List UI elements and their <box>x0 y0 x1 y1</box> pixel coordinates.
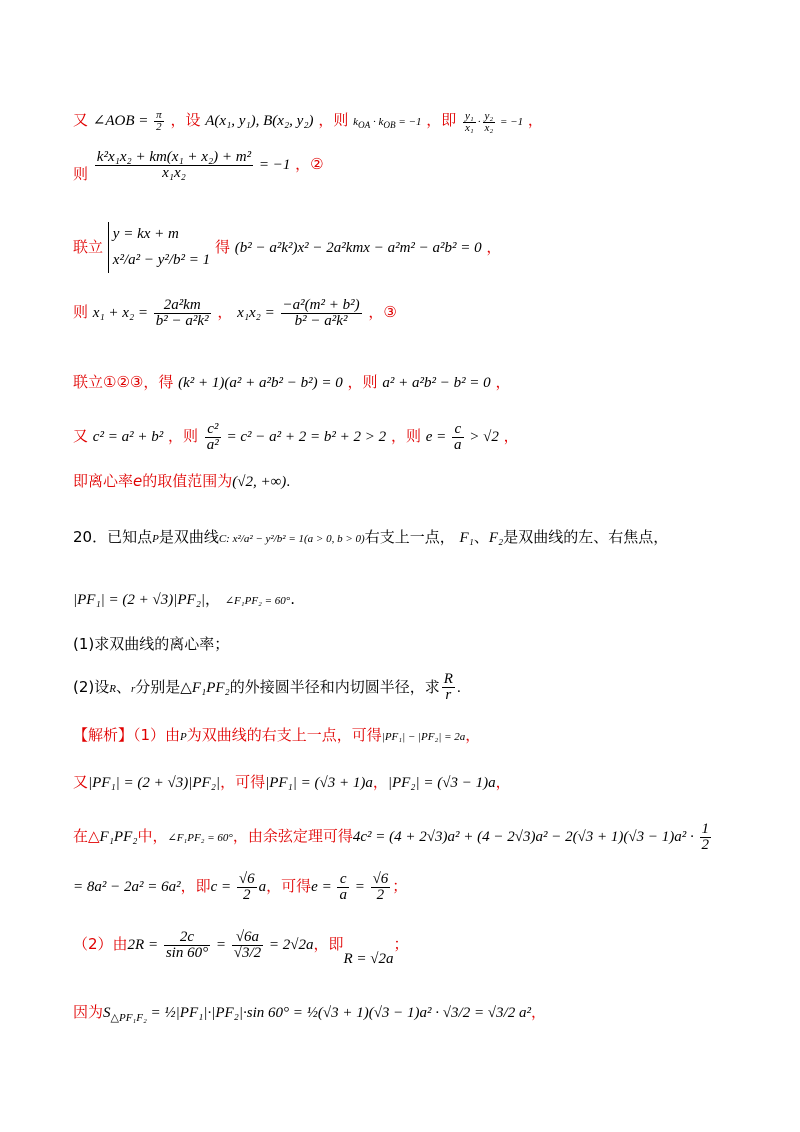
equation-2: $\frac{\text{k²x₁x₂ + km(x₁ + x₂) + m²}}{\text{x₁x₂}}$ = −1 <box>96 149 291 181</box>
solution-part-2-line-1: （2）由2R = $\frac{2c}{\sin 60^\circ}$ = $\frac{√6a}{√3/2}$ = 2√2a，即R = √2a； <box>73 929 409 967</box>
solution-line-4: 则 x₁ + x₂ = $\frac{\text{2a²km}}{\text{b² − a²k²}}$ ， x₁x₂ = $\frac{\text{−a²(m² + b²)}}{\text{b² − a²k²}}$ ，③ <box>73 297 397 329</box>
angle-aob: ∠AOB = $\frac{\pi}{2}$ <box>92 109 162 133</box>
hyperbola-definition: |PF₁| − |PF₂| = 2a <box>381 731 466 743</box>
question-20-line-2: |PF₁| = (2 + √3)|PF₂|， ∠F₁PF₂ = 60°. <box>73 590 295 608</box>
e-squared-bound: $\frac{\text{c²}}{\text{a²}}$ = c² − a² + 2 = b² + 2 > 2 <box>206 421 387 453</box>
question-20-part-1: (1)求双曲线的离心率； <box>73 635 230 653</box>
eccentricity-value: e = $\frac{c}{a}$ = $\frac{√6}{2}$ <box>311 871 389 903</box>
angle-given: ∠F₁PF₂ = 60° <box>224 595 291 607</box>
vieta-product: x₁x₂ = $\frac{\text{−a²(m² + b²)}}{\text{b² − a²k²}}$ <box>237 297 360 329</box>
pf1-value: |PF₁| = (√3 + 1)a <box>265 775 373 791</box>
solution-line-1: 又 ∠AOB = $\frac{\pi}{2}$ ，设 A(x₁, y₁), B(x₂, y₂) ，则 $k_{OA} \cdot k_{OB} = -1$ ，即 $\frac{\text{y₁}}{\text{x₁}}$ · $\frac{\text{y₂}}{\text{x₂}}$ = −1 ， <box>73 109 543 134</box>
e-bound: e = $\frac{c}{a}$ > √2 <box>425 421 499 453</box>
system-of-equations: y = kx + m x²/a² − y²/b² = 1 <box>108 222 210 273</box>
circumradius-calc: 2R = $\frac{2c}{\sin 60^\circ}$ = $\frac{√6a}{√3/2}$ = 2√2a <box>127 929 314 961</box>
solution-part-1-line-4: = 8a² − 2a² = 6a²，即c = $\frac{√6}{2}$ a，可得e = $\frac{c}{a}$ = $\frac{√6}{2}$ ； <box>73 871 408 903</box>
solution-part-1-line-3: 在△F₁PF₂中，∠F₁PF₂ = 60°，由余弦定理可得4c² = (4 + 2√3)a² + (4 − 2√3)a² − 2(√3 + 1)(√3 − 1)a² · $\frac{1}{2}$ <box>73 822 713 853</box>
solution-part-1-line-1: 【解析】（1）由P为双曲线的右支上一点，可得|PF₁| − |PF₂| = 2a， <box>73 726 481 744</box>
c-value: c = $\frac{√6}{2}$ a <box>210 871 267 903</box>
solution-line-2: 则 $\frac{\text{k²x₁x₂ + km(x₁ + x₂) + m²}}{\text{x₁x₂}}$ = −1 ，② <box>73 149 324 183</box>
question-20-line-1: 20．已知点P是双曲线C: x²/a² − y²/b² = 1(a > 0, b > 0)右支上一点， F₁、F₂是双曲线的左、右焦点， <box>73 528 669 546</box>
distance-ratio: |PF₁| = (2 + √3)|PF₂| <box>73 592 206 608</box>
circumradius-value: R = √2a <box>343 950 394 967</box>
combined-equation: (k² + 1)(a² + a²b² − b²) = 0 <box>178 375 343 391</box>
solution-part-1-line-2: 又|PF₁| = (2 + √3)|PF₂|，可得|PF₁| = (√3 + 1)a，|PF₂| = (√3 − 1)a， <box>73 773 511 791</box>
ratio-product: $\frac{\text{y₁}}{\text{x₁}}$ · $\frac{\text{y₂}}{\text{x₂}}$ = −1 <box>465 109 524 134</box>
cosine-law: 4c² = (4 + 2√3)a² + (4 − 2√3)a² − 2(√3 + 1)(√3 − 1)a² · $\frac{1}{2}$ <box>352 821 710 853</box>
range-interval: (√2, +∞) <box>232 474 287 490</box>
solution-part-2-line-2: 因为$S_{\triangle PF_1F_2}$ = ½|PF₁|·|PF₂|·sin 60° = ½(√3 + 1)(√3 − 1)a² · √3/2 = √3/2 a²， <box>73 1003 546 1024</box>
vieta-sum: x₁ + x₂ = $\frac{\text{2a²km}}{\text{b² − a²k²}}$ <box>92 297 209 329</box>
points-ab: A(x₁, y₁), B(x₂, y₂) <box>205 112 314 129</box>
reduced-equation: a² + a²b² − b² = 0 <box>382 375 491 391</box>
solution-line-7: 即离心率e的取值范围为(√2, +∞). <box>73 472 291 490</box>
triangle-area: $S_{\triangle PF_1F_2}$ = ½|PF₁|·|PF₂|·sin 60° = ½(√3 + 1)(√3 − 1)a² · √3/2 = √3/2 a² <box>103 1005 531 1024</box>
pf2-value: |PF₂| = (√3 − 1)a <box>387 775 496 791</box>
slope-product: $k_{OA} \cdot k_{OB} = -1$ <box>353 115 422 131</box>
question-20-part-2: (2)设R、r分别是△F₁PF₂的外接圆半径和内切圆半径，求 $\frac{R}{r}$ . <box>73 671 461 703</box>
solution-line-6: 又 c² = a² + b² ，则 $\frac{\text{c²}}{\text{a²}}$ = c² − a² + 2 = b² + 2 > 2 ，则 e = $\frac{c}{a}$ > √2 ， <box>73 421 519 453</box>
solution-line-5: 联立①②③，得 (k² + 1)(a² + a²b² − b²) = 0 ，则 a² + a²b² − b² = 0 ， <box>73 373 511 391</box>
solution-line-3: 联立 y = kx + m x²/a² − y²/b² = 1 得 (b² − a²k²)x² − 2a²kmx − a²m² − a²b² = 0 ， <box>73 222 501 273</box>
quadratic-equation: (b² − a²k²)x² − 2a²kmx − a²m² − a²b² = 0 <box>234 240 482 256</box>
c-squared: c² = a² + b² <box>92 428 164 445</box>
hyperbola-equation: C: x²/a² − y²/b² = 1(a > 0, b > 0) <box>218 533 365 545</box>
